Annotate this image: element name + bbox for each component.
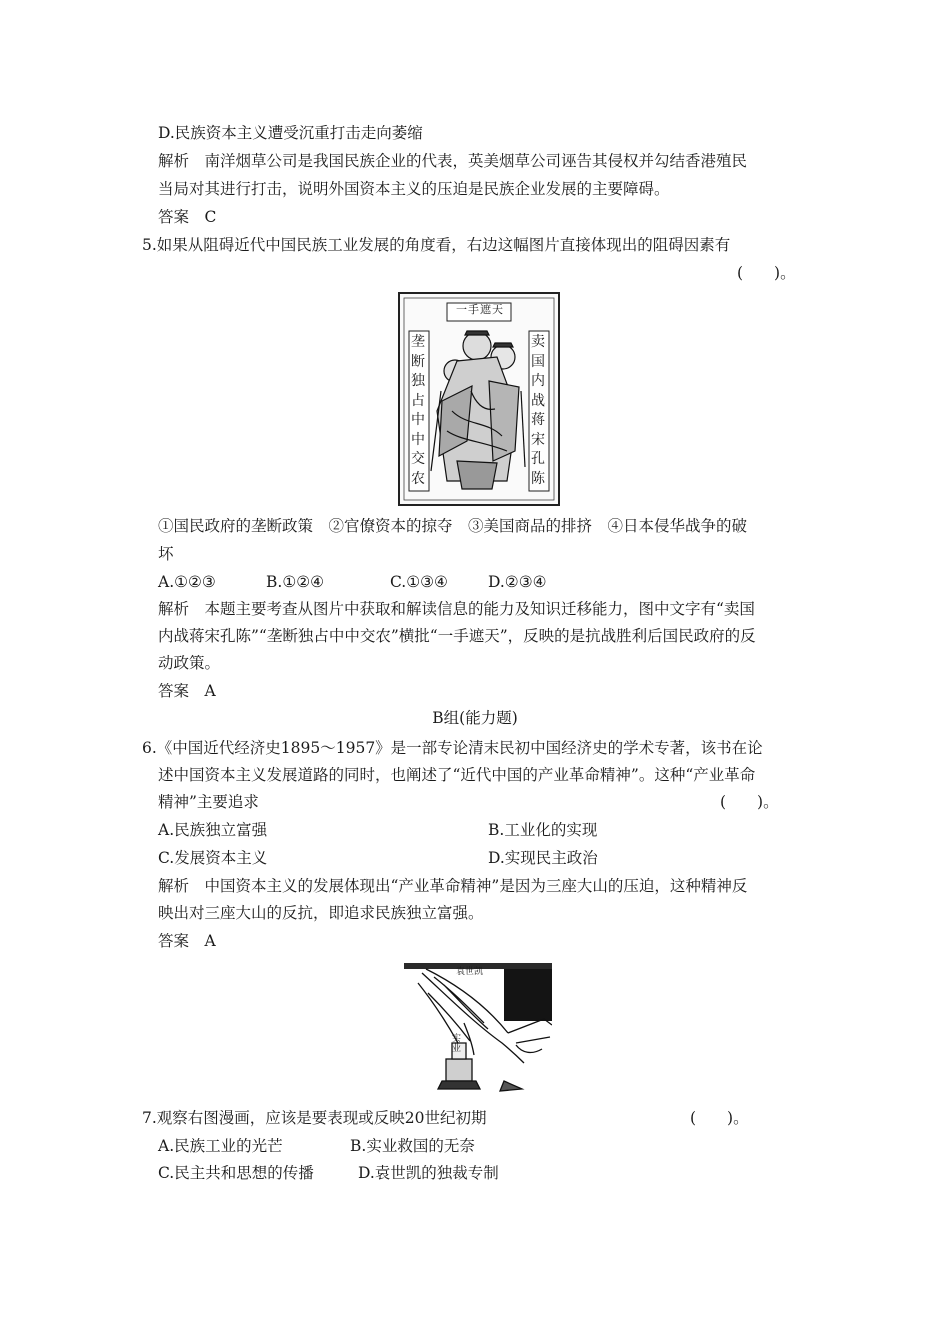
q5-analysis-line1: 解析 本题主要考查从图片中获取和解读信息的能力及知识迁移能力，图中文字有“卖国 (158, 600, 755, 618)
poster-left-couplet: 垄断独占中中交农 (411, 334, 425, 487)
q5-option-c: C.①③④ (390, 573, 448, 591)
poster-banner: 一手遮天 (456, 303, 504, 316)
q5-answer: 答案 A (158, 682, 216, 700)
q6-answer: 答案 A (158, 932, 216, 950)
q5-items-line1: ①国民政府的垄断政策 ②官僚资本的掠夺 ③美国商品的排挤 ④日本侵华战争的破 (158, 517, 748, 535)
q6-stem-line1: 6.《中国近代经济史1895～1957》是一部专论清末民初中国经济史的学术专著，该书在论 (142, 739, 763, 757)
q5-answer-bracket: ( )。 (737, 264, 796, 282)
q4-analysis-line1: 解析 南洋烟草公司是我国民族企业的代表，英美烟草公司诬告其侵权并勾结香港殖民 (158, 152, 748, 170)
q6-stem-line3: 精神”主要追求 (158, 793, 259, 811)
q5-option-d: D.②③④ (488, 573, 547, 591)
q5-analysis-line3: 动政策。 (158, 654, 221, 672)
group-b-heading: B组(能力题) (432, 709, 518, 727)
q7-option-d: D.袁世凯的独裁专制 (358, 1164, 499, 1182)
q7-answer-bracket: ( )。 (690, 1109, 749, 1127)
q6-option-c: C.发展资本主义 (158, 849, 268, 867)
q5-items-line2: 坏 (158, 545, 174, 563)
q7-option-a: A.民族工业的光芒 (158, 1137, 283, 1155)
q6-analysis-line2: 映出对三座大山的反抗，即追求民族独立富强。 (158, 904, 484, 922)
q4-answer: 答案 C (158, 208, 217, 226)
q7-option-c: C.民主共和思想的传播 (158, 1164, 314, 1182)
q5-stem: 5.如果从阻碍近代中国民族工业发展的角度看，右边这幅图片直接体现出的阻碍因素有 (142, 236, 731, 254)
cartoon-label-bottom: 实业 (452, 1034, 462, 1054)
poster-right-couplet: 卖国内战蒋宋孔陈 (531, 334, 545, 487)
q5-analysis-line2: 内战蒋宋孔陈”“垄断独占中中交农”横批“一手遮天”，反映的是抗战胜利后国民政府的反 (158, 627, 756, 645)
cartoon-label-top: 袁世凯 (456, 967, 484, 977)
q6-option-a: A.民族独立富强 (158, 821, 268, 839)
q6-option-b: B.工业化的实现 (488, 821, 598, 839)
q6-stem-line2: 述中国资本主义发展道路的同时，也阐述了“近代中国的产业革命精神”。这种“产业革命 (158, 766, 756, 784)
q7-option-b: B.实业救国的无奈 (350, 1137, 475, 1155)
q6-answer-bracket: ( )。 (720, 793, 779, 811)
q6-option-d: D.实现民主政治 (488, 849, 598, 867)
q7-cartoon-image (404, 963, 552, 1099)
q7-stem: 7.观察右图漫画，应该是要表现或反映20世纪初期 (142, 1109, 487, 1127)
q6-analysis-line1: 解析 中国资本主义的发展体现出“产业革命精神”是因为三座大山的压迫，这种精神反 (158, 877, 748, 895)
q5-option-a: A.①②③ (158, 573, 216, 591)
q4-option-d: D.民族资本主义遭受沉重打击走向萎缩 (158, 124, 423, 142)
q4-analysis-line2: 当局对其进行打击，说明外国资本主义的压迫是民族企业发展的主要障碍。 (158, 180, 670, 198)
q5-option-b: B.①②④ (266, 573, 325, 591)
